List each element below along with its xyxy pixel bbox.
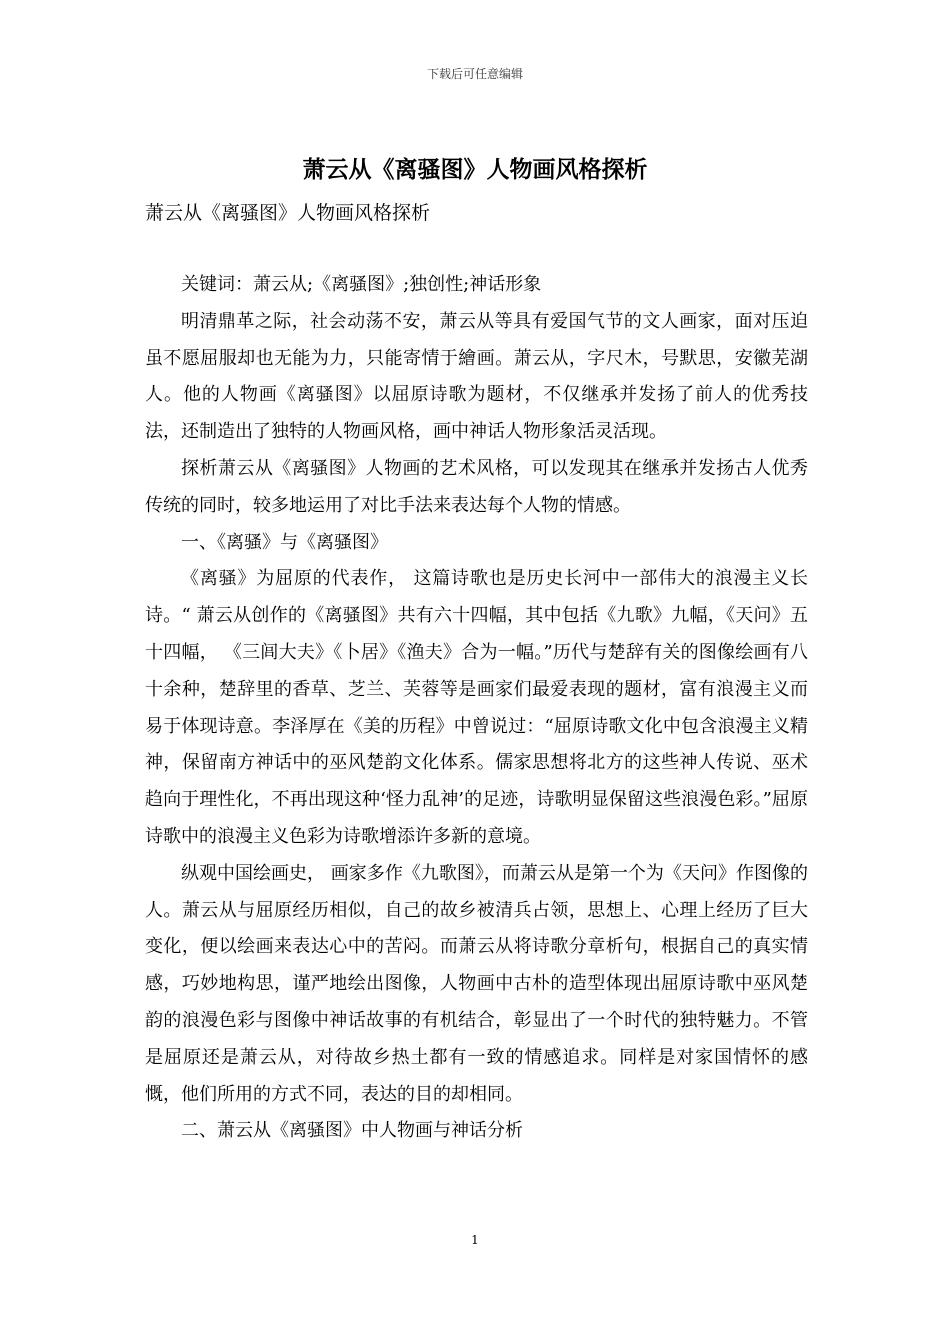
document-subtitle: 萧云从《离骚图》人物画风格探析	[145, 202, 431, 224]
header-note: 下载后可任意编辑	[426, 67, 523, 81]
paragraph: 纵观中国绘画史， 画家多作《九歌图》，而萧云从是第一个为《天问》作图像的人。萧云从与屈原经历相似，自己的故乡被清兵占领，思想上、心理上经历了巨大变化，便以绘画来表达心中的苦闷。而萧云从将诗歌分章析句，根据自己的真实情感，巧妙地构思，谨严地绘出图像，人物画中古朴的造型体现出屈原诗歌中巫风楚韵的浪漫色彩与图像中神话故事的有机结合，彰显出了一个时代的独特魅力。不管是屈原还是萧云从，对待故乡热土都有一致的情感追求。同样是对家国情怀的感慨，他们所用的方式不同，表达的目的却相同。	[145, 862, 808, 1105]
section-heading: 二、萧云从《离骚图》中人物画与神话分析	[181, 1120, 523, 1142]
document-title: 萧云从《离骚图》人物画风格探析	[302, 156, 648, 183]
section-heading: 一、《离骚》与《离骚图》	[181, 531, 388, 553]
paragraph: 明清鼎革之际，社会动荡不安，萧云从等具有爱国气节的文人画家，面对压迫虽不愿屈服却也无能为力，只能寄情于繪画。萧云从，字尺木，号默思，安徽芜湖人。他的人物画《离骚图》以屈原诗歌为题材，不仅继承并发扬了前人的优秀技法，还制造出了独特的人物画风格，画中神话人物形象活灵活现。	[145, 310, 808, 443]
paragraph: 《离骚》为屈原的代表作， 这篇诗歌也是历史长河中一部伟大的浪漫主义长诗。“ 萧云从创作的《离骚图》共有六十四幅，其中包括《九歌》九幅，《天问》五十四幅， 《三闾大夫》《卜居》《渔夫》合为一幅。”历代与楚辞有关的图像绘画有八十余种，楚辞里的香草、芝兰、芙蓉等是画家们最爱表现的题材，富有浪漫主义而易于体现诗意。李泽厚在《美的历程》中曾说过：“屈原诗歌文化中包含浪漫主义精神，保留南方神话中的巫风楚韵文化体系。儒家思想将北方的这些神人传说、巫术趋向于理性化，不再出现这种‘怪力乱神’的足迹，诗歌明显保留这些浪漫色彩。”屈原诗歌中的浪漫主义色彩为诗歌增添许多新的意境。	[145, 568, 808, 847]
keywords-line: 关键词：萧云从;《离骚图》;独创性;神话形象	[181, 274, 542, 295]
page-number: 1	[471, 1233, 479, 1247]
document-body	[145, 267, 808, 1150]
paragraph: 探析萧云从《离骚图》人物画的艺术风格，可以发现其在继承并发扬古人优秀传统的同时，较多地运用了对比手法来表达每个人物的情感。	[145, 457, 808, 516]
